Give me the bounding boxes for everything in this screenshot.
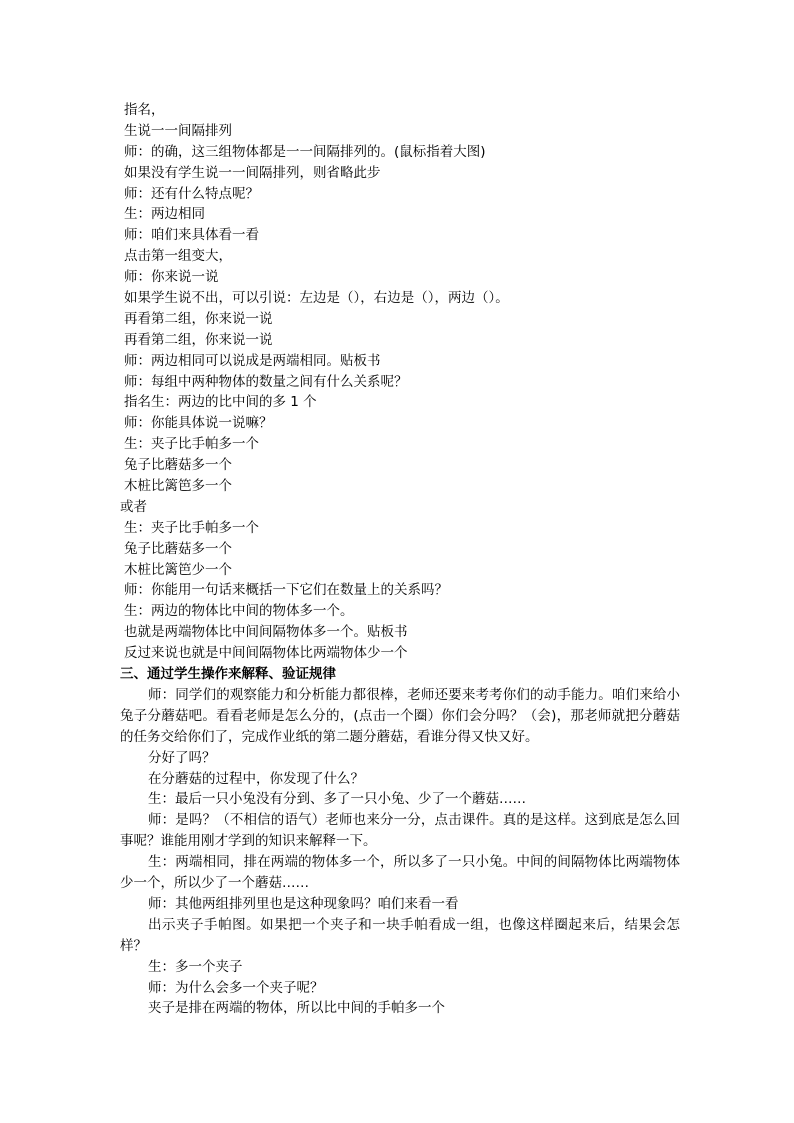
text-line: 师：咱们来具体看一看 <box>124 227 259 244</box>
text-line: 如果学生说不出，可以引说：左边是（），右边是（），两边（）。 <box>124 290 509 307</box>
paragraph: 师：同学们的观察能力和分析能力都很棒，老师还要来考考你们的动手能力。咱们来给小兔子分蘑菇吧。看看老师是怎么分的，(点击一个圈）你们会分吗？（会)，那老师就把分蘑菇的任务交给你们了，完成作业纸的第二题分蘑菇，看谁分得又快又好。 <box>120 686 680 745</box>
text-line: 或者 <box>120 498 147 515</box>
text-line: 师：的确，这三组物体都是一一间隔排列的。(鼠标指着大图) <box>124 143 486 160</box>
paragraph: 分好了吗？ <box>148 749 216 766</box>
text-line: 师：每组中两种物体的数量之间有什么关系呢？ <box>124 373 408 390</box>
text-line: 指名， <box>124 102 165 118</box>
text-line: 师：两边相同可以说成是两端相同。贴板书 <box>124 352 381 369</box>
paragraph: 在分蘑菇的过程中，你发现了什么？ <box>148 770 364 787</box>
text-line: 生说一一间隔排列 <box>124 122 232 139</box>
text-line: 生：两边相同 <box>124 206 205 223</box>
text-line: 师：你能用一句话来概括一下它们在数量上的关系吗？ <box>124 582 448 599</box>
text-line: 再看第二组，你来说一说 <box>124 310 273 327</box>
text-line: 木桩比篱笆少一个 <box>124 561 232 578</box>
text-line: 师：你来说一说 <box>124 269 219 286</box>
paragraph: 师：是吗？（不相信的语气）老师也来分一分，点击课件。真的是这样。这到底是怎么回事呢？谁能用刚才学到的知识来解释一下。 <box>120 812 680 850</box>
document-body <box>120 100 680 1019</box>
paragraph: 师：为什么会多一个夹子呢？ <box>148 979 324 996</box>
text-line: 生：两边的物体比中间的物体多一个。 <box>124 603 354 620</box>
paragraph: 出示夹子手帕图。如果把一个夹子和一块手帕看成一组，也像这样圈起来后，结果会怎样？ <box>120 916 680 954</box>
text-line: 生：夹子比手帕多一个 <box>124 519 259 536</box>
text-line: 师：还有什么特点呢？ <box>124 185 259 202</box>
text-line: 如果没有学生说一一间隔排列，则省略此步 <box>124 164 381 181</box>
paragraph: 生：最后一只小兔没有分到、多了一只小兔、少了一个蘑菇…… <box>148 791 526 808</box>
paragraph: 师：其他两组排列里也是这种现象吗？咱们来看一看 <box>148 895 459 912</box>
paragraph: 生：多一个夹子 <box>148 958 243 975</box>
section-heading: 三、通过学生操作来解释、验证规律 <box>120 666 336 683</box>
text-line: 也就是两端物体比中间间隔物体多一个。贴板书 <box>124 624 408 641</box>
text-line: 点击第一组变大， <box>124 248 232 265</box>
paragraph: 生：两端相同，排在两端的物体多一个，所以多了一只小兔。中间的间隔物体比两端物体少一个，所以少了一个蘑菇…… <box>120 854 680 892</box>
text-line: 生：夹子比手帕多一个 <box>124 436 259 453</box>
text-line: 指名生：两边的比中间的多 1 个 <box>124 394 317 411</box>
text-line: 再看第二组，你来说一说 <box>124 331 273 348</box>
text-line: 兔子比蘑菇多一个 <box>124 540 232 557</box>
paragraph: 夹子是排在两端的物体，所以比中间的手帕多一个 <box>148 1000 445 1017</box>
text-line: 兔子比蘑菇多一个 <box>124 457 232 474</box>
text-line: 木桩比篱笆多一个 <box>124 478 232 495</box>
text-line: 反过来说也就是中间间隔物体比两端物体少一个 <box>124 645 408 662</box>
text-line: 师：你能具体说一说嘛？ <box>124 415 273 432</box>
